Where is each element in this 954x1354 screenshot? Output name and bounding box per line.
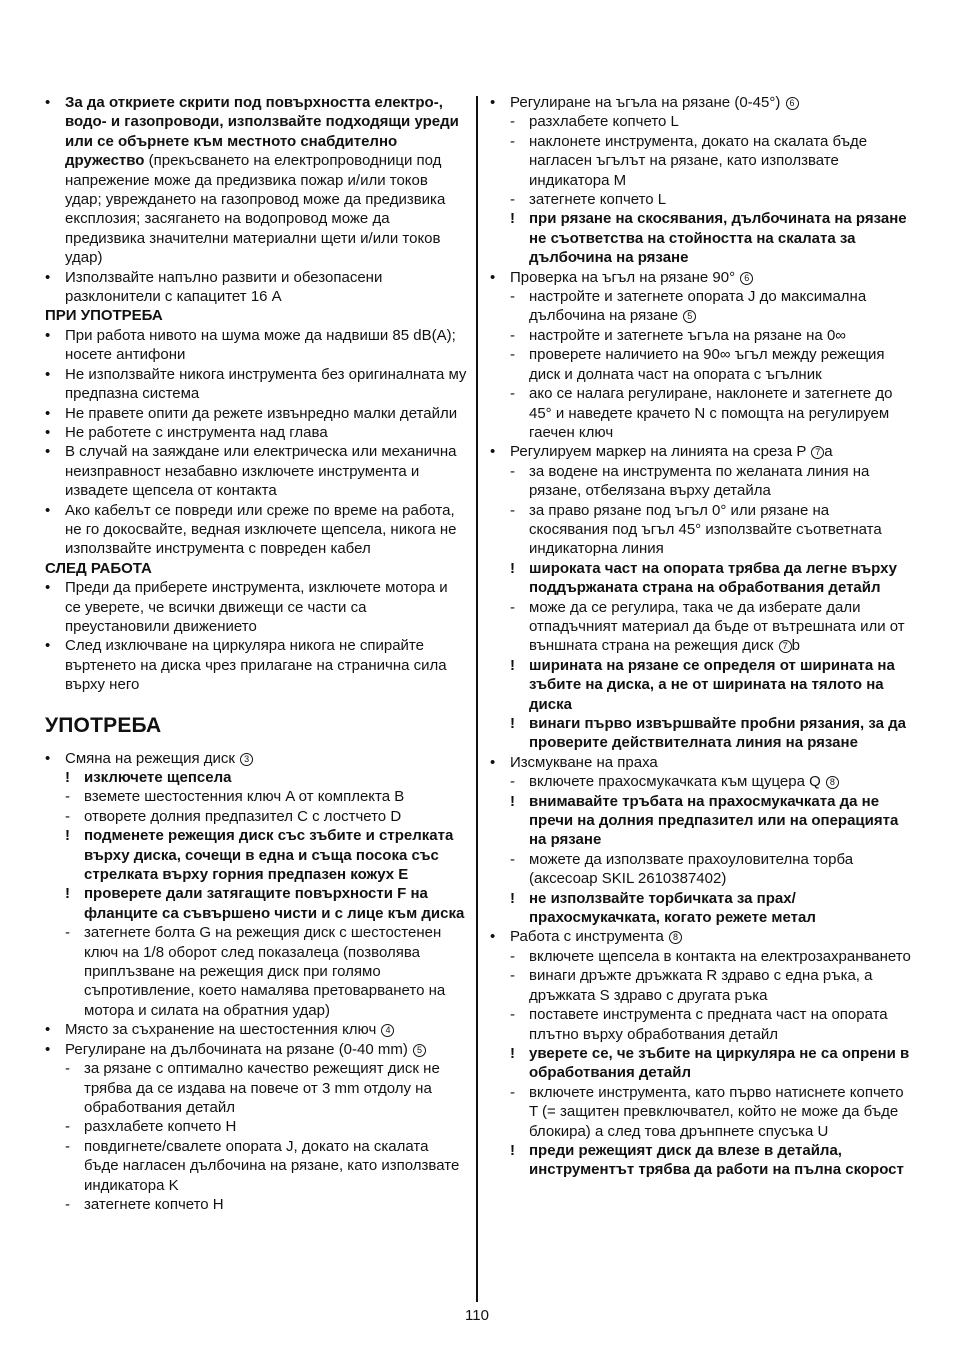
bullet-marker: • — [45, 1021, 51, 1039]
bullet-marker: • — [45, 1040, 51, 1058]
item-text: затегнете копчето H — [84, 1195, 224, 1213]
dash-marker: - — [510, 1083, 515, 1101]
bullet-marker: • — [45, 749, 51, 767]
item-text: Ако кабелът се повреди или среже по време на работа, не го докосвайте, ведная изключете щепсела, никога не използвайте инструмента с повреден кабел — [65, 501, 457, 558]
right-column — [490, 93, 912, 1180]
sub-item — [490, 966, 912, 1005]
dash-marker: - — [65, 1195, 70, 1213]
warning-item — [490, 656, 912, 714]
column-divider — [476, 96, 478, 1302]
bullet-marker: • — [45, 443, 51, 461]
sub-item — [490, 850, 912, 889]
bullet-marker: • — [490, 753, 496, 771]
figure-suffix: a — [824, 443, 833, 461]
exclamation-marker: ! — [65, 885, 70, 903]
dash-marker: - — [510, 132, 515, 150]
list-item — [490, 442, 912, 461]
bullet-marker: • — [45, 637, 51, 655]
list-item — [45, 636, 467, 694]
bullet-marker: • — [45, 579, 51, 597]
page-number: 110 — [465, 1307, 489, 1324]
item-text: Проверка на ъгъл на рязане 90° — [510, 268, 736, 286]
bullet-marker: • — [490, 443, 496, 461]
figure-number-badge: 8 — [826, 776, 839, 789]
item-text: Преди да приберете инструмента, изключете мотора и се уверете, че всички движещи се части са преустановили движението — [65, 579, 448, 635]
sub-item — [45, 1195, 467, 1214]
item-text: поставете инструмента с предната част на опората плътно върху обработвания детайл — [529, 1006, 888, 1043]
warning-item — [45, 826, 467, 884]
sub-item — [45, 1137, 467, 1195]
dash-marker: - — [65, 807, 70, 825]
warning-item — [45, 884, 467, 923]
item-text: Работа с инструмента — [510, 928, 664, 946]
dash-marker: - — [510, 501, 515, 519]
sub-item — [490, 384, 912, 442]
exclamation-marker: ! — [510, 1044, 515, 1062]
item-text: за водене на инструмента по желаната линия на рязане, отбелязана върху детайла — [529, 462, 870, 500]
dash-marker: - — [510, 773, 515, 791]
list-item — [45, 268, 467, 307]
section-heading-after: СЛЕД РАБОТА — [45, 559, 152, 577]
warning-text: уверете се, че зъбите на циркуляра не са опрени в обработвания детайл — [529, 1044, 910, 1082]
dash-marker: - — [510, 967, 515, 985]
item-text: наклонете инструмента, докато на скалата бъде нагласен ъгълът на рязане, като използвате индикатора M — [529, 132, 868, 189]
sub-item — [490, 462, 912, 501]
list-item — [45, 423, 467, 442]
list-item — [45, 365, 467, 404]
item-text: включете инструмента, като първо натиснете копчето T (= защитен превключвател, който не може да бъде блокира) а след това дрънпнете спусъка U — [529, 1083, 904, 1140]
item-text: затегнете копчето L — [529, 191, 667, 209]
figure-number-badge: 3 — [240, 753, 253, 766]
figure-number-badge: 8 — [669, 931, 682, 944]
dash-marker: - — [510, 326, 515, 344]
warning-text: преди режещият диск да влезе в детайла, инструментът трябва да работи на пълна скорост — [529, 1141, 904, 1179]
bullet-marker: • — [490, 94, 496, 111]
exclamation-marker: ! — [510, 210, 515, 228]
warning-text: широката част на опората трябва да легне върху поддържаната страна на обработвания детайл — [529, 559, 897, 597]
item-text: вземете шестостенния ключ A от комплекта B — [84, 788, 405, 806]
item-text: настройте и затегнете ъгъла на рязане на 0∞ — [529, 326, 846, 344]
item-text: винаги дръжте дръжката R здраво с една ръка, а дръжката S здраво с другата ръка — [529, 967, 873, 1004]
left-column — [45, 93, 467, 1214]
warning-item — [490, 792, 912, 850]
list-item — [490, 927, 912, 946]
bullet-marker: • — [45, 404, 51, 422]
item-text: След изключване на циркуляра никога не спирайте въртенето на диска чрез прилагане на странична сила върху него — [65, 637, 447, 694]
item-text: Изсмукване на праха — [510, 753, 658, 771]
exclamation-marker: ! — [510, 559, 515, 577]
exclamation-marker: ! — [65, 827, 70, 845]
dash-marker: - — [510, 113, 515, 131]
list-item — [45, 442, 467, 500]
exclamation-marker: ! — [510, 715, 515, 732]
sub-item — [45, 1059, 467, 1117]
section-title-usage: УПОТРЕБА — [45, 713, 162, 737]
warning-text: внимавайте тръбата на прахосмукачката да не пречи на долния предпазител или на операцията на рязане — [529, 792, 899, 849]
sub-item — [490, 501, 912, 559]
list-item — [45, 1020, 467, 1039]
bullet-marker: • — [45, 423, 51, 441]
item-text: повдигнете/свалете опората J, докато на скалата бъде нагласен дълбочина на рязане, като използвате индикатора K — [84, 1137, 460, 1194]
sub-item — [45, 787, 467, 806]
sub-item — [490, 132, 912, 190]
warning-item — [45, 768, 467, 787]
warning-text: ширината на рязане се определя от ширината на зъбите на диска, а не от ширината на тялото на диска — [529, 656, 895, 713]
bullet-marker: • — [45, 94, 51, 111]
bullet-marker: • — [490, 268, 496, 286]
figure-number-badge: 7 — [811, 446, 824, 459]
item-text: В случай на заяждане или електрическа или механична неизправност незабавно изключете инструмента и извадете щепсела от контакта — [65, 443, 457, 500]
warning-item — [490, 209, 912, 267]
warning-item — [490, 1141, 912, 1180]
warning-text: не използвайте торбичката за прах/ прахосмукачката, когато режете метал — [529, 889, 816, 927]
exclamation-marker: ! — [510, 889, 515, 907]
sub-item — [490, 190, 912, 209]
figure-number-badge: 6 — [740, 272, 753, 285]
list-item — [45, 93, 467, 268]
item-text: проверете наличието на 90∞ ъгъл между режещия диск и долната част на опората с ъгълник — [529, 346, 885, 383]
list-item — [45, 578, 467, 636]
dash-marker: - — [65, 788, 70, 806]
dash-marker: - — [510, 191, 515, 209]
sub-item — [490, 287, 912, 326]
list-item — [45, 501, 467, 559]
exclamation-marker: ! — [510, 792, 515, 810]
sub-item — [490, 1005, 912, 1044]
item-text: можете да използвате прахоуловителна торба (аксесоар SKIL 2610387402) — [529, 850, 854, 888]
sub-item — [45, 923, 467, 1020]
list-item — [45, 404, 467, 423]
warning-text: изключете щепсела — [84, 769, 232, 786]
sub-item — [45, 1117, 467, 1136]
sub-item — [490, 326, 912, 345]
item-text: Не използвайте никога инструмента без оригиналната му предпазна система — [65, 365, 467, 403]
list-item — [490, 93, 912, 112]
item-text: Регулиране на дълбочината на рязане (0-40 mm) — [65, 1040, 408, 1058]
item-text: включете щепсела в контакта на електрозахранването — [529, 947, 911, 965]
warning-text: винаги първо извършвайте пробни рязания, за да проверите действителната линия на рязане — [529, 715, 906, 752]
figure-number-badge: 6 — [786, 97, 799, 110]
bullet-marker: • — [45, 326, 51, 344]
dash-marker: - — [65, 924, 70, 942]
list-item — [45, 749, 467, 768]
item-text: за право рязане под ъгъл 0° или рязане на скосявания под ъгъл 45° използвайте съответната индикаторна линия — [529, 501, 882, 558]
figure-number-badge: 4 — [381, 1024, 394, 1037]
sub-item — [490, 112, 912, 131]
item-text: отворете долния предпазител C с лостчето D — [84, 807, 402, 825]
sub-item — [490, 345, 912, 384]
item-text: настройте и затегнете опората J до максимална дълбочина на рязане — [529, 288, 867, 325]
exclamation-marker: ! — [510, 656, 515, 674]
warning-text-bold: За да откриете скрити под повърхността електро-, водо- и газопроводи, използвайте подходящи уреди или се обърнете към местното снабдително дружество — [65, 94, 459, 170]
item-text: Регулиране на ъгъла на рязане (0-45°) — [510, 94, 781, 111]
bullet-marker: • — [45, 501, 51, 519]
warning-item — [490, 714, 912, 753]
list-item — [45, 1040, 467, 1059]
sub-item — [490, 598, 912, 656]
item-text: ако се налага регулиране, наклонете и затегнете до 45° и наведете крачето N с помощта на регулируем гаечен ключ — [529, 385, 893, 441]
warning-text: (прекъсването на електропроводници под напрежение може да предизвика пожар и/или токов удар; увреждането на газопровод може да предизвика експлозия; засягането на водопровод може да предизвика значителни материални щети и/или токов удар) — [65, 152, 446, 267]
figure-suffix: b — [791, 637, 800, 655]
sub-item — [490, 772, 912, 791]
list-item — [490, 268, 912, 287]
warning-item — [490, 1044, 912, 1083]
dash-marker: - — [510, 385, 515, 403]
list-item — [490, 753, 912, 772]
dash-marker: - — [65, 1137, 70, 1155]
dash-marker: - — [510, 850, 515, 868]
dash-marker: - — [510, 288, 515, 306]
dash-marker: - — [510, 462, 515, 480]
item-text: Смяна на режещия диск — [65, 749, 235, 767]
warning-text: проверете дали затягащите повърхности F на фланците са съвършено чисти и с лице към диска — [84, 885, 465, 922]
bullet-marker: • — [490, 928, 496, 946]
dash-marker: - — [65, 1118, 70, 1136]
exclamation-marker: ! — [510, 1141, 515, 1159]
warning-text: подменете режещия диск със зъбите и стрелката върху диска, сочещи в една и съща посока със стрелката върху горния предпазен кожух E — [84, 827, 454, 884]
figure-number-badge: 5 — [683, 310, 696, 323]
item-text: за рязане с оптимално качество режещият диск не трябва да се издава на повече от 3 mm отдолу на обработвания детайл — [84, 1060, 440, 1116]
figure-number-badge: 5 — [413, 1044, 426, 1057]
bullet-marker: • — [45, 268, 51, 286]
item-text: При работа нивото на шума може да надвиши 85 dB(A); носете антифони — [65, 326, 456, 364]
section-heading-use: ПРИ УПОТРЕБА — [45, 307, 163, 325]
item-text: Не правете опити да режете извънредно малки детайли — [65, 404, 458, 422]
dash-marker: - — [510, 346, 515, 364]
dash-marker: - — [65, 1060, 70, 1078]
item-text: Място за съхранение на шестостенния ключ — [65, 1021, 377, 1039]
dash-marker: - — [510, 1006, 515, 1024]
item-text: Използвайте напълно развити и обезопасени разклонители с капацитет 16 A — [65, 268, 383, 306]
list-item — [45, 326, 467, 365]
warning-item — [490, 559, 912, 598]
figure-number-badge: 7 — [779, 640, 792, 653]
bullet-marker: • — [45, 365, 51, 383]
item-text: може да се регулира, така че да изберате дали отпадъчният материал да бъде от вътрешната или от външната страна на режещия диск — [529, 598, 905, 655]
exclamation-marker: ! — [65, 769, 70, 786]
sub-item — [490, 947, 912, 966]
item-text: разхлабете копчето L — [529, 113, 679, 131]
item-text: Регулируем маркер на линията на среза P — [510, 443, 807, 461]
item-text: Не работете с инструмента над глава — [65, 423, 328, 441]
item-text: включете прахосмукачката към щуцера Q — [529, 773, 821, 791]
item-text: разхлабете копчето H — [84, 1118, 237, 1136]
dash-marker: - — [510, 598, 515, 616]
sub-item — [490, 1083, 912, 1141]
item-text: затегнете болта G на режещия диск с шестостенен ключ на 1/8 оборот след показалеца (позволява приплъзване на режещия диск при голямо съпротивление, което намалява претоварването на мотора и силата на обратния удар) — [84, 924, 446, 1019]
warning-item — [490, 889, 912, 928]
dash-marker: - — [510, 947, 515, 965]
sub-item — [45, 807, 467, 826]
warning-text: при рязане на скосявания, дълбочината на рязане не съответства на стойността на скалата за дълбочина на рязане — [529, 210, 907, 267]
